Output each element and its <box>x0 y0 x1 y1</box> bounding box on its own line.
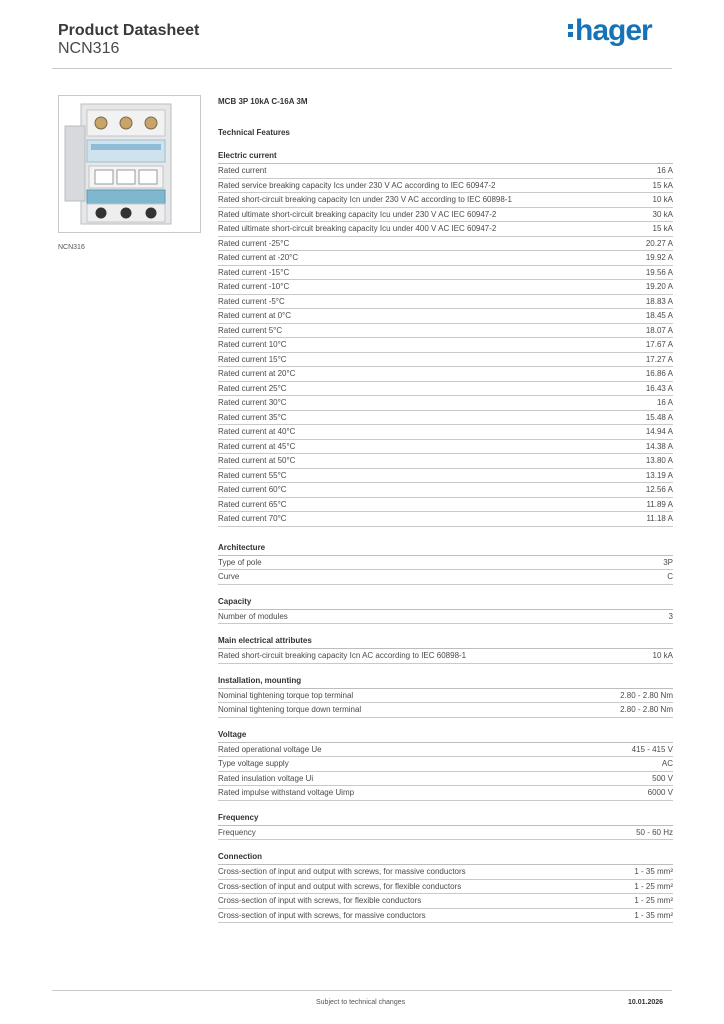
feature-value: 3 <box>668 611 673 621</box>
feature-label: Rated current 70°C <box>218 514 287 523</box>
technical-features-title: Technical Features <box>218 128 290 137</box>
feature-value: 18.07 A <box>645 325 673 335</box>
feature-value: 15 kA <box>652 224 673 233</box>
feature-label: Rated service breaking capacity Ics under 230 V AC according to IEC 60947-2 <box>218 180 496 190</box>
logo-dots-icon <box>568 12 575 46</box>
feature-label: Rated current at 0°C <box>218 311 292 320</box>
section-heading: Voltage <box>218 728 673 743</box>
feature-value: 3P <box>663 557 673 567</box>
feature-label: Type voltage supply <box>218 759 289 768</box>
feature-value: C <box>667 572 673 581</box>
feature-label: Nominal tightening torque top terminal <box>218 690 354 700</box>
feature-value: 16.43 A <box>645 383 673 393</box>
feature-row <box>218 570 673 585</box>
product-code: NCN316 <box>58 40 120 57</box>
feature-value: 1 - 25 mm² <box>634 896 673 905</box>
feature-label: Rated operational voltage Ue <box>218 744 322 754</box>
feature-value: 19.20 A <box>645 282 673 291</box>
feature-label: Curve <box>218 572 240 581</box>
feature-value: 30 kA <box>652 209 673 219</box>
section-heading: Main electrical attributes <box>218 634 673 649</box>
footer-note: Subject to technical changes <box>316 999 406 1006</box>
feature-row <box>218 280 673 295</box>
section-0 <box>218 149 673 527</box>
section-2 <box>218 595 673 625</box>
feature-row <box>218 880 673 895</box>
feature-label: Rated current 15°C <box>218 354 287 364</box>
section-5 <box>218 728 673 801</box>
feature-value: 11.89 A <box>646 499 673 509</box>
feature-value: 2.80 - 2.80 Nm <box>620 705 673 714</box>
footer-date: 10.01.2026 <box>628 999 664 1006</box>
feature-value: 15 kA <box>652 180 673 190</box>
technical-content <box>218 96 673 923</box>
feature-label: Rated current 35°C <box>218 412 287 422</box>
feature-value: 18.83 A <box>645 296 673 306</box>
feature-row <box>218 894 673 909</box>
section-heading: Electric current <box>218 149 673 164</box>
hager-logo <box>568 14 652 48</box>
feature-value: 18.45 A <box>645 311 673 320</box>
feature-label: Nominal tightening torque down terminal <box>218 705 362 714</box>
feature-label: Rated current 10°C <box>218 340 287 349</box>
feature-row <box>218 411 673 426</box>
section-6 <box>218 811 673 841</box>
feature-row <box>218 909 673 924</box>
page-title: Product Datasheet <box>58 22 200 39</box>
feature-value: 2.80 - 2.80 Nm <box>620 690 673 700</box>
feature-value: 20.27 A <box>645 238 673 248</box>
section-4 <box>218 674 673 718</box>
feature-value: 16 A <box>656 398 673 407</box>
feature-row <box>218 610 673 625</box>
feature-value: 15.48 A <box>645 412 673 422</box>
feature-row <box>218 440 673 455</box>
feature-value: 16 A <box>656 166 673 175</box>
feature-row <box>218 498 673 513</box>
feature-row <box>218 353 673 368</box>
feature-label: Rated current 65°C <box>218 499 287 509</box>
feature-row <box>218 556 673 571</box>
feature-row <box>218 786 673 801</box>
feature-label: Rated current at -20°C <box>218 253 299 262</box>
feature-row <box>218 164 673 179</box>
feature-value: 19.92 A <box>645 253 673 262</box>
feature-row <box>218 222 673 237</box>
feature-value: 10 kA <box>652 651 673 660</box>
feature-row <box>218 208 673 223</box>
feature-value: 14.94 A <box>645 427 673 436</box>
feature-value: 10 kA <box>652 195 673 204</box>
feature-label: Rated insulation voltage Ui <box>218 773 314 783</box>
feature-label: Rated current 60°C <box>218 485 287 494</box>
feature-row <box>218 179 673 194</box>
feature-label: Cross-section of input and output with screws, for flexible conductors <box>218 881 462 891</box>
header-divider <box>52 68 672 69</box>
feature-value: 11.18 A <box>646 514 673 523</box>
product-image <box>58 95 201 233</box>
feature-label: Cross-section of input and output with screws, for massive conductors <box>218 867 466 876</box>
feature-label: Rated current -10°C <box>218 282 290 291</box>
section-7 <box>218 850 673 923</box>
feature-value: 17.27 A <box>645 354 673 364</box>
feature-row <box>218 826 673 841</box>
feature-value: 500 V <box>652 773 673 783</box>
feature-value: 50 - 60 Hz <box>636 827 673 837</box>
feature-value: 17.67 A <box>645 340 673 349</box>
feature-row <box>218 425 673 440</box>
feature-row <box>218 251 673 266</box>
feature-label: Rated current -15°C <box>218 267 290 277</box>
feature-label: Rated current -25°C <box>218 238 290 248</box>
feature-label: Type of pole <box>218 557 262 567</box>
feature-row <box>218 266 673 281</box>
feature-value: 12.56 A <box>645 485 673 494</box>
product-title: MCB 3P 10kA C-16A 3M <box>218 97 308 106</box>
section-1 <box>218 541 673 585</box>
feature-label: Rated current 5°C <box>218 325 283 335</box>
section-heading: Connection <box>218 850 673 865</box>
image-caption: NCN316 <box>58 244 85 251</box>
feature-value: 1 - 25 mm² <box>634 881 673 891</box>
feature-row <box>218 689 673 704</box>
feature-label: Rated current <box>218 166 267 175</box>
feature-value: 1 - 35 mm² <box>634 910 673 920</box>
feature-value: 6000 V <box>647 788 673 797</box>
feature-row <box>218 865 673 880</box>
feature-label: Rated short-circuit breaking capacity Icn under 230 V AC according to IEC 60898-1 <box>218 195 512 204</box>
section-heading: Capacity <box>218 595 673 610</box>
feature-row <box>218 469 673 484</box>
feature-row <box>218 483 673 498</box>
feature-value: 415 - 415 V <box>631 744 673 754</box>
feature-row <box>218 649 673 664</box>
feature-label: Rated current 55°C <box>218 470 287 480</box>
feature-value: 13.80 A <box>645 456 673 465</box>
feature-row <box>218 396 673 411</box>
feature-row <box>218 703 673 718</box>
feature-label: Cross-section of input with screws, for massive conductors <box>218 910 426 920</box>
feature-row <box>218 237 673 252</box>
feature-value: 14.38 A <box>645 441 673 451</box>
section-heading: Installation, mounting <box>218 674 673 689</box>
feature-row <box>218 382 673 397</box>
feature-label: Number of modules <box>218 611 288 621</box>
feature-value: 1 - 35 mm² <box>634 867 673 876</box>
feature-row <box>218 454 673 469</box>
feature-value: 19.56 A <box>645 267 673 277</box>
feature-label: Rated current 30°C <box>218 398 287 407</box>
feature-label: Rated current at 20°C <box>218 369 296 378</box>
feature-row <box>218 772 673 787</box>
footer-divider <box>52 990 672 991</box>
feature-label: Rated current at 50°C <box>218 456 296 465</box>
feature-label: Rated impulse withstand voltage Uimp <box>218 788 355 797</box>
feature-label: Rated ultimate short-circuit breaking capacity Icu under 230 V AC IEC 60947-2 <box>218 209 497 219</box>
circuit-breaker-3p-image <box>59 96 200 232</box>
feature-row <box>218 309 673 324</box>
feature-row <box>218 295 673 310</box>
feature-label: Rated short-circuit breaking capacity Icn AC according to IEC 60898-1 <box>218 651 467 660</box>
feature-row <box>218 367 673 382</box>
section-heading: Architecture <box>218 541 673 556</box>
feature-row <box>218 512 673 527</box>
feature-label: Rated current 25°C <box>218 383 287 393</box>
feature-sections <box>218 149 673 923</box>
logo-text: hager <box>575 14 652 47</box>
feature-value: 13.19 A <box>645 470 673 480</box>
feature-label: Rated current -5°C <box>218 296 285 306</box>
feature-row <box>218 743 673 758</box>
section-heading: Frequency <box>218 811 673 826</box>
feature-label: Cross-section of input with screws, for flexible conductors <box>218 896 422 905</box>
feature-label: Frequency <box>218 827 256 837</box>
feature-value: AC <box>661 759 673 768</box>
feature-label: Rated current at 40°C <box>218 427 296 436</box>
feature-row <box>218 338 673 353</box>
feature-row <box>218 757 673 772</box>
section-3 <box>218 634 673 664</box>
feature-label: Rated ultimate short-circuit breaking capacity Icu under 400 V AC IEC 60947-2 <box>218 224 497 233</box>
feature-label: Rated current at 45°C <box>218 441 296 451</box>
feature-value: 16.86 A <box>645 369 673 378</box>
feature-row <box>218 324 673 339</box>
feature-row <box>218 193 673 208</box>
